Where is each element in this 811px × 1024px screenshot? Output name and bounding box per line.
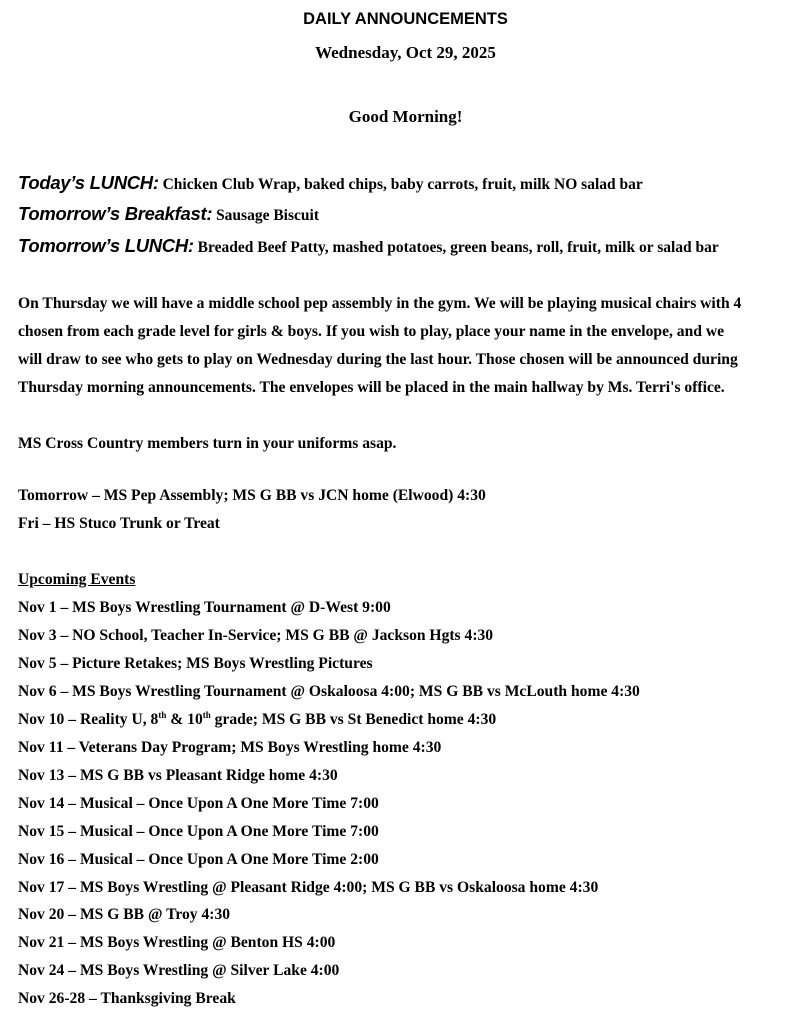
event-item: Nov 26-28 – Thanksgiving Break	[18, 990, 236, 1007]
meal-text: Breaded Beef Patty, mashed potatoes, green beans, roll, fruit, milk or salad bar	[197, 239, 719, 256]
event-item: Nov 21 – MS Boys Wrestling @ Benton HS 4:00	[18, 934, 336, 951]
page-title: DAILY ANNOUNCEMENTS	[303, 10, 508, 28]
paragraph-line: will draw to see who gets to play on Wednesday during the last hour. Those chosen will be announced during	[18, 351, 738, 368]
paragraph-line: On Thursday we will have a middle school pep assembly in the gym. We will be playing musical chairs with 4	[18, 295, 742, 312]
schedule-item: Fri – HS Stuco Trunk or Treat	[18, 515, 220, 532]
tomorrows-breakfast	[18, 203, 319, 225]
event-item: Nov 16 – Musical – Once Upon A One More Time 2:00	[18, 851, 379, 868]
todays-lunch	[18, 172, 643, 194]
greeting: Good Morning!	[348, 107, 463, 126]
cross-country-note: MS Cross Country members turn in your uniforms asap.	[18, 435, 397, 452]
event-item: Nov 20 – MS G BB @ Troy 4:30	[18, 906, 231, 923]
superscript: th	[202, 710, 211, 720]
event-item: Nov 14 – Musical – Once Upon A One More Time 7:00	[18, 795, 379, 812]
meal-label: Tomorrow’s Breakfast:	[18, 203, 213, 224]
event-item	[18, 710, 496, 730]
event-item: Nov 11 – Veterans Day Program; MS Boys Wrestling home 4:30	[18, 739, 442, 756]
event-item: Nov 15 – Musical – Once Upon A One More Time 7:00	[18, 823, 379, 840]
meal-text: Sausage Biscuit	[216, 207, 319, 224]
meal-label: Today’s LUNCH:	[18, 172, 159, 193]
event-item: Nov 17 – MS Boys Wrestling @ Pleasant Ridge 4:00; MS G BB vs Oskaloosa home 4:30	[18, 879, 599, 896]
event-item: Nov 13 – MS G BB vs Pleasant Ridge home 4:30	[18, 767, 338, 784]
event-item: Nov 3 – NO School, Teacher In-Service; MS G BB @ Jackson Hgts 4:30	[18, 627, 494, 644]
event-item: Nov 5 – Picture Retakes; MS Boys Wrestling Pictures	[18, 655, 373, 672]
event-text: & 10	[166, 711, 203, 728]
announcement-date: Wednesday, Oct 29, 2025	[315, 43, 496, 62]
event-item: Nov 24 – MS Boys Wrestling @ Silver Lake 4:00	[18, 962, 340, 979]
paragraph-line: Thursday morning announcements. The envelopes will be placed in the main hallway by Ms. Terri's office.	[18, 379, 725, 396]
meal-label: Tomorrow’s LUNCH:	[18, 235, 194, 256]
event-text: grade; MS G BB vs St Benedict home 4:30	[210, 711, 497, 728]
event-item: Nov 6 – MS Boys Wrestling Tournament @ Oskaloosa 4:00; MS G BB vs McLouth home 4:30	[18, 683, 640, 700]
paragraph-line: chosen from each grade level for girls & boys. If you wish to play, place your name in the envelope, and we	[18, 323, 725, 340]
event-item: Nov 1 – MS Boys Wrestling Tournament @ D-West 9:00	[18, 599, 391, 616]
superscript: th	[158, 710, 167, 720]
schedule-item: Tomorrow – MS Pep Assembly; MS G BB vs JCN home (Elwood) 4:30	[18, 487, 486, 504]
upcoming-events-heading: Upcoming Events	[18, 571, 136, 588]
tomorrows-lunch	[18, 235, 719, 257]
meal-text: Chicken Club Wrap, baked chips, baby carrots, fruit, milk NO salad bar	[162, 176, 643, 193]
event-text: Nov 10 – Reality U, 8	[18, 711, 159, 728]
